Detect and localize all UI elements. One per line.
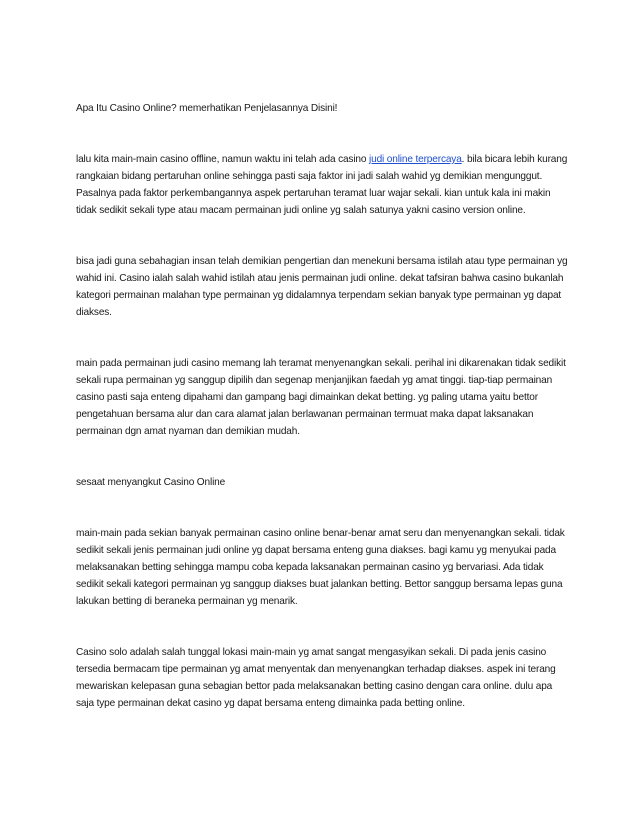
- paragraph-1: [76, 151, 568, 219]
- paragraph-4: main-main pada sekian banyak permainan casino online benar-benar amat seru dan menyenangkan sekali. tidak sedikit sekali jenis permainan judi online yg dapat bersama enteng guna diakses. bagi kamu yg menyukai pada melaksanakan betting sehingga mampu coba kepada laksanakan permainan casino yg bervariasi. Ada tidak sedikit sekali kategori permainan yg sanggup diakses buat jalankan betting. Bettor sanggup bersama lepas guna lakukan betting di beraneka permainan yg menarik.: [76, 528, 565, 607]
- paragraph-1-text-end: . bila bicara lebih kurang rangkaian bidang pertaruhan online sehingga pasti saja faktor ini jadi salah wahid yg demikian mengunggut. Pasalnya pada faktor perkembangannya aspek pertaruhan teramat luar wajar sekali. kian untuk kala ini makin tidak sedikit sekali type atau macam permainan judi online yg salah satunya yakni casino version online.: [76, 154, 568, 216]
- paragraph-2: bisa jadi guna sebahagian insan telah demikian pengertian dan menekuni bersama istilah atau type permainan yg wahid ini. Casino ialah salah wahid istilah atau jenis permainan judi online. dekat tafsiran bahwa casino bukanlah kategori permainan malahan type permainan yg didalamnya terpendam sekian banyak type permainan yg dapat diakses.: [76, 256, 568, 318]
- judi-online-link[interactable]: judi online terpercaya: [369, 154, 462, 165]
- section-heading: sesaat menyangkut Casino Online: [76, 477, 226, 488]
- paragraph-1-text-start: lalu kita main-main casino offline, namun waktu ini telah ada casino: [76, 154, 370, 165]
- document-title: Apa Itu Casino Online? memerhatikan Penjelasannya Disini!: [76, 103, 338, 114]
- document-body: [76, 100, 568, 746]
- paragraph-5: Casino solo adalah salah tunggal lokasi main-main yg amat sangat mengasyikan sekali. Di pada jenis casino tersedia bermacam tipe permainan yg amat menyentak dan menyenangkan terhadap diakses. aspek ini terang mewariskan kelepasan guna sebagian bettor pada melaksanakan betting casino dengan cara online. dulu apa saja type permainan dekat casino yg dapat bersama enteng dimainka pada betting online.: [76, 647, 556, 709]
- paragraph-3: main pada permainan judi casino memang lah teramat menyenangkan sekali. perihal ini dikarenakan tidak sedikit sekali rupa permainan yg sanggup dipilih dan segenap menjanjikan faedah yg amat tinggi. tiap-tiap permainan casino pasti saja enteng dipahami dan gampang bagi dimainkan dekat betting. yg paling utama yaitu bettor pengetahuan bersama alur dan cara alamat jalan berlawanan permainan termuat maka dapat laksanakan permainan dgn amat nyaman dan demikian mudah.: [76, 358, 566, 437]
